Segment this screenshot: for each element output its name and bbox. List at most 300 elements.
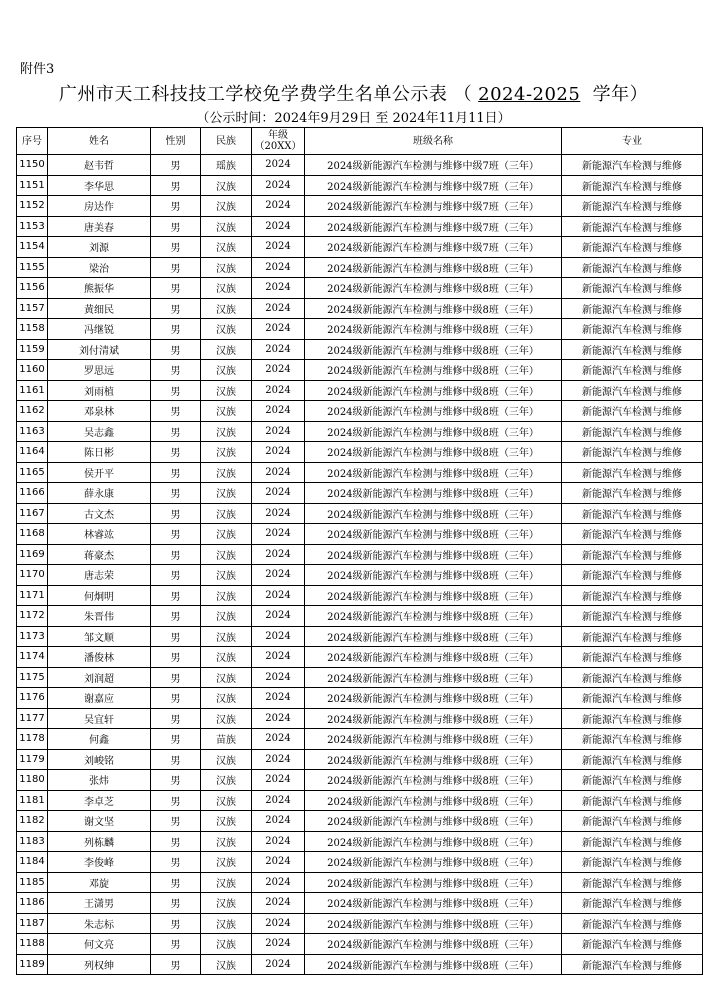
cell-gender: 男: [151, 770, 201, 791]
cell-gender: 男: [151, 257, 201, 278]
cell-seq: 1174: [17, 647, 48, 668]
cell-ethnicity: 汉族: [201, 360, 252, 381]
cell-class-name: 2024级新能源汽车检测与维修中级8班（三年）: [305, 893, 562, 914]
table-row: [17, 360, 703, 381]
cell-name: 谢嘉应: [48, 688, 151, 709]
cell-major: 新能源汽车检测与维修: [562, 155, 703, 176]
cell-major: 新能源汽车检测与维修: [562, 319, 703, 340]
cell-gender: 男: [151, 319, 201, 340]
cell-grade: 2024: [252, 811, 305, 832]
cell-seq: 1187: [17, 913, 48, 934]
cell-seq: 1161: [17, 380, 48, 401]
cell-major: 新能源汽车检测与维修: [562, 770, 703, 791]
col-header-major: 专业: [562, 128, 703, 155]
table-row: [17, 401, 703, 422]
table-row: [17, 954, 703, 975]
cell-major: 新能源汽车检测与维修: [562, 237, 703, 258]
cell-ethnicity: 汉族: [201, 790, 252, 811]
cell-name: 陈日彬: [48, 442, 151, 463]
cell-seq: 1159: [17, 339, 48, 360]
table-row: [17, 175, 703, 196]
cell-seq: 1172: [17, 606, 48, 627]
cell-class-name: 2024级新能源汽车检测与维修中级8班（三年）: [305, 626, 562, 647]
cell-major: 新能源汽车检测与维修: [562, 216, 703, 237]
cell-seq: 1157: [17, 298, 48, 319]
cell-name: 熊振华: [48, 278, 151, 299]
cell-ethnicity: 汉族: [201, 770, 252, 791]
cell-gender: 男: [151, 483, 201, 504]
cell-gender: 男: [151, 729, 201, 750]
cell-name: 蒋豪杰: [48, 544, 151, 565]
col-header-grade-line2: （20XX）: [254, 141, 302, 152]
cell-class-name: 2024级新能源汽车检测与维修中级8班（三年）: [305, 831, 562, 852]
cell-grade: 2024: [252, 606, 305, 627]
cell-name: 罗思远: [48, 360, 151, 381]
table-row: [17, 257, 703, 278]
table-row: [17, 913, 703, 934]
cell-name: 黄细民: [48, 298, 151, 319]
cell-grade: 2024: [252, 216, 305, 237]
cell-seq: 1183: [17, 831, 48, 852]
cell-ethnicity: 汉族: [201, 319, 252, 340]
cell-class-name: 2024级新能源汽车检测与维修中级8班（三年）: [305, 524, 562, 545]
cell-class-name: 2024级新能源汽车检测与维修中级8班（三年）: [305, 688, 562, 709]
cell-gender: 男: [151, 913, 201, 934]
cell-class-name: 2024级新能源汽车检测与维修中级8班（三年）: [305, 380, 562, 401]
cell-ethnicity: 汉族: [201, 257, 252, 278]
cell-grade: 2024: [252, 175, 305, 196]
cell-gender: 男: [151, 626, 201, 647]
cell-class-name: 2024级新能源汽车检测与维修中级8班（三年）: [305, 585, 562, 606]
cell-grade: 2024: [252, 319, 305, 340]
table-row: [17, 852, 703, 873]
cell-grade: 2024: [252, 462, 305, 483]
table-row: [17, 483, 703, 504]
table-row: [17, 667, 703, 688]
cell-seq: 1162: [17, 401, 48, 422]
cell-grade: 2024: [252, 503, 305, 524]
cell-ethnicity: 汉族: [201, 913, 252, 934]
table-row: [17, 811, 703, 832]
cell-class-name: 2024级新能源汽车检测与维修中级8班（三年）: [305, 565, 562, 586]
cell-seq: 1166: [17, 483, 48, 504]
cell-class-name: 2024级新能源汽车检测与维修中级8班（三年）: [305, 934, 562, 955]
table-row: [17, 749, 703, 770]
cell-class-name: 2024级新能源汽车检测与维修中级8班（三年）: [305, 790, 562, 811]
cell-grade: 2024: [252, 667, 305, 688]
cell-name: 何炯明: [48, 585, 151, 606]
cell-gender: 男: [151, 462, 201, 483]
cell-ethnicity: 汉族: [201, 442, 252, 463]
table-row: [17, 606, 703, 627]
cell-name: 吴宜轩: [48, 708, 151, 729]
cell-gender: 男: [151, 708, 201, 729]
cell-major: 新能源汽车检测与维修: [562, 298, 703, 319]
cell-ethnicity: 汉族: [201, 278, 252, 299]
table-row: [17, 155, 703, 176]
cell-gender: 男: [151, 544, 201, 565]
cell-major: 新能源汽车检测与维修: [562, 503, 703, 524]
table-row: [17, 503, 703, 524]
cell-gender: 男: [151, 216, 201, 237]
cell-ethnicity: 汉族: [201, 954, 252, 975]
cell-grade: 2024: [252, 339, 305, 360]
cell-grade: 2024: [252, 298, 305, 319]
cell-gender: 男: [151, 442, 201, 463]
cell-seq: 1150: [17, 155, 48, 176]
table-row: [17, 934, 703, 955]
cell-name: 何鑫: [48, 729, 151, 750]
cell-grade: 2024: [252, 155, 305, 176]
cell-major: 新能源汽车检测与维修: [562, 360, 703, 381]
cell-name: 王潇男: [48, 893, 151, 914]
cell-major: 新能源汽车检测与维修: [562, 831, 703, 852]
cell-major: 新能源汽车检测与维修: [562, 585, 703, 606]
cell-name: 房达作: [48, 196, 151, 217]
cell-seq: 1167: [17, 503, 48, 524]
cell-seq: 1156: [17, 278, 48, 299]
cell-gender: 男: [151, 811, 201, 832]
cell-seq: 1175: [17, 667, 48, 688]
table-row: [17, 462, 703, 483]
cell-ethnicity: 汉族: [201, 647, 252, 668]
cell-grade: 2024: [252, 647, 305, 668]
cell-ethnicity: 汉族: [201, 339, 252, 360]
cell-ethnicity: 汉族: [201, 216, 252, 237]
cell-grade: 2024: [252, 913, 305, 934]
cell-gender: 男: [151, 278, 201, 299]
cell-seq: 1176: [17, 688, 48, 709]
cell-gender: 男: [151, 893, 201, 914]
cell-major: 新能源汽车检测与维修: [562, 708, 703, 729]
table-row: [17, 524, 703, 545]
cell-major: 新能源汽车检测与维修: [562, 524, 703, 545]
cell-gender: 男: [151, 831, 201, 852]
cell-name: 唐志荣: [48, 565, 151, 586]
cell-class-name: 2024级新能源汽车检测与维修中级8班（三年）: [305, 811, 562, 832]
cell-gender: 男: [151, 934, 201, 955]
table-row: [17, 319, 703, 340]
cell-seq: 1189: [17, 954, 48, 975]
cell-seq: 1173: [17, 626, 48, 647]
cell-gender: 男: [151, 790, 201, 811]
cell-ethnicity: 汉族: [201, 667, 252, 688]
table-row: [17, 893, 703, 914]
cell-class-name: 2024级新能源汽车检测与维修中级8班（三年）: [305, 442, 562, 463]
cell-class-name: 2024级新能源汽车检测与维修中级8班（三年）: [305, 483, 562, 504]
cell-major: 新能源汽车检测与维修: [562, 401, 703, 422]
cell-major: 新能源汽车检测与维修: [562, 647, 703, 668]
cell-ethnicity: 汉族: [201, 380, 252, 401]
cell-seq: 1155: [17, 257, 48, 278]
cell-major: 新能源汽车检测与维修: [562, 688, 703, 709]
cell-gender: 男: [151, 749, 201, 770]
table-row: [17, 872, 703, 893]
col-header-grade: [252, 128, 305, 155]
cell-gender: 男: [151, 421, 201, 442]
cell-class-name: 2024级新能源汽车检测与维修中级8班（三年）: [305, 667, 562, 688]
cell-ethnicity: 汉族: [201, 626, 252, 647]
cell-ethnicity: 汉族: [201, 893, 252, 914]
cell-ethnicity: 汉族: [201, 196, 252, 217]
cell-ethnicity: 汉族: [201, 175, 252, 196]
cell-grade: 2024: [252, 852, 305, 873]
cell-class-name: 2024级新能源汽车检测与维修中级8班（三年）: [305, 606, 562, 627]
cell-class-name: 2024级新能源汽车检测与维修中级7班（三年）: [305, 196, 562, 217]
cell-name: 刘付清斌: [48, 339, 151, 360]
cell-seq: 1168: [17, 524, 48, 545]
cell-name: 薛永康: [48, 483, 151, 504]
cell-class-name: 2024级新能源汽车检测与维修中级7班（三年）: [305, 216, 562, 237]
cell-seq: 1152: [17, 196, 48, 217]
cell-grade: 2024: [252, 421, 305, 442]
cell-major: 新能源汽车检测与维修: [562, 462, 703, 483]
cell-gender: 男: [151, 380, 201, 401]
cell-major: 新能源汽车检测与维修: [562, 667, 703, 688]
cell-seq: 1180: [17, 770, 48, 791]
cell-ethnicity: 汉族: [201, 585, 252, 606]
cell-class-name: 2024级新能源汽车检测与维修中级8班（三年）: [305, 278, 562, 299]
cell-grade: 2024: [252, 708, 305, 729]
cell-class-name: 2024级新能源汽车检测与维修中级8班（三年）: [305, 770, 562, 791]
cell-gender: 男: [151, 155, 201, 176]
table-row: [17, 831, 703, 852]
page-title: [0, 80, 707, 106]
cell-gender: 男: [151, 585, 201, 606]
cell-seq: 1178: [17, 729, 48, 750]
table-row: [17, 544, 703, 565]
cell-ethnicity: 汉族: [201, 565, 252, 586]
cell-class-name: 2024级新能源汽车检测与维修中级8班（三年）: [305, 647, 562, 668]
cell-grade: 2024: [252, 401, 305, 422]
cell-name: 邹文顺: [48, 626, 151, 647]
cell-name: 张炜: [48, 770, 151, 791]
cell-gender: 男: [151, 606, 201, 627]
cell-ethnicity: 汉族: [201, 298, 252, 319]
cell-seq: 1185: [17, 872, 48, 893]
cell-class-name: 2024级新能源汽车检测与维修中级8班（三年）: [305, 319, 562, 340]
cell-gender: 男: [151, 360, 201, 381]
cell-name: 刘雨植: [48, 380, 151, 401]
cell-major: 新能源汽车检测与维修: [562, 483, 703, 504]
cell-major: 新能源汽车检测与维修: [562, 339, 703, 360]
cell-grade: 2024: [252, 196, 305, 217]
cell-grade: 2024: [252, 729, 305, 750]
col-header-ethnicity: 民族: [201, 128, 252, 155]
cell-class-name: 2024级新能源汽车检测与维修中级8班（三年）: [305, 257, 562, 278]
cell-grade: 2024: [252, 524, 305, 545]
cell-name: 古文杰: [48, 503, 151, 524]
cell-major: 新能源汽车检测与维修: [562, 852, 703, 873]
title-year: 2024-2025: [478, 84, 581, 105]
cell-name: 邓泉林: [48, 401, 151, 422]
cell-grade: 2024: [252, 872, 305, 893]
cell-ethnicity: 汉族: [201, 688, 252, 709]
cell-major: 新能源汽车检测与维修: [562, 606, 703, 627]
col-header-seq: 序号: [17, 128, 48, 155]
cell-major: 新能源汽车检测与维修: [562, 913, 703, 934]
cell-class-name: 2024级新能源汽车检测与维修中级8班（三年）: [305, 544, 562, 565]
cell-major: 新能源汽车检测与维修: [562, 790, 703, 811]
cell-ethnicity: 汉族: [201, 708, 252, 729]
cell-gender: 男: [151, 872, 201, 893]
cell-major: 新能源汽车检测与维修: [562, 565, 703, 586]
table-row: [17, 790, 703, 811]
cell-name: 何文亮: [48, 934, 151, 955]
table-row: [17, 196, 703, 217]
cell-seq: 1164: [17, 442, 48, 463]
cell-major: 新能源汽车检测与维修: [562, 380, 703, 401]
cell-seq: 1154: [17, 237, 48, 258]
table-row: [17, 729, 703, 750]
table-row: [17, 298, 703, 319]
col-header-class: 班级名称: [305, 128, 562, 155]
title-prefix: 广州市天工科技技工学校免学费学生名单公示表 （: [58, 84, 473, 105]
cell-seq: 1171: [17, 585, 48, 606]
cell-grade: 2024: [252, 831, 305, 852]
attachment-label: 附件3: [20, 62, 55, 77]
table-row: [17, 339, 703, 360]
cell-class-name: 2024级新能源汽车检测与维修中级8班（三年）: [305, 298, 562, 319]
cell-class-name: 2024级新能源汽车检测与维修中级8班（三年）: [305, 954, 562, 975]
cell-ethnicity: 汉族: [201, 462, 252, 483]
table-row: [17, 565, 703, 586]
publicity-period: （公示时间：2024年9月29日 至 2024年11月11日）: [196, 111, 511, 126]
cell-gender: 男: [151, 565, 201, 586]
cell-gender: 男: [151, 688, 201, 709]
cell-seq: 1186: [17, 893, 48, 914]
cell-name: 朱志标: [48, 913, 151, 934]
cell-major: 新能源汽车检测与维修: [562, 257, 703, 278]
cell-ethnicity: 汉族: [201, 872, 252, 893]
cell-ethnicity: 汉族: [201, 831, 252, 852]
table-row: [17, 237, 703, 258]
cell-seq: 1188: [17, 934, 48, 955]
cell-gender: 男: [151, 298, 201, 319]
cell-name: 赵韦哲: [48, 155, 151, 176]
cell-seq: 1163: [17, 421, 48, 442]
cell-grade: 2024: [252, 442, 305, 463]
cell-seq: 1181: [17, 790, 48, 811]
cell-grade: 2024: [252, 790, 305, 811]
cell-name: 梁治: [48, 257, 151, 278]
cell-major: 新能源汽车检测与维修: [562, 893, 703, 914]
cell-grade: 2024: [252, 380, 305, 401]
cell-gender: 男: [151, 647, 201, 668]
cell-gender: 男: [151, 524, 201, 545]
cell-ethnicity: 汉族: [201, 544, 252, 565]
cell-grade: 2024: [252, 257, 305, 278]
cell-name: 李华思: [48, 175, 151, 196]
table-header-row: [17, 128, 703, 155]
cell-ethnicity: 汉族: [201, 401, 252, 422]
cell-grade: 2024: [252, 360, 305, 381]
cell-gender: 男: [151, 175, 201, 196]
cell-grade: 2024: [252, 585, 305, 606]
cell-gender: 男: [151, 237, 201, 258]
student-roster-table: [16, 127, 703, 975]
cell-name: 刘源: [48, 237, 151, 258]
cell-ethnicity: 汉族: [201, 524, 252, 545]
cell-grade: 2024: [252, 893, 305, 914]
cell-name: 冯继锐: [48, 319, 151, 340]
cell-name: 李卓芝: [48, 790, 151, 811]
table-row: [17, 770, 703, 791]
cell-class-name: 2024级新能源汽车检测与维修中级8班（三年）: [305, 852, 562, 873]
cell-class-name: 2024级新能源汽车检测与维修中级8班（三年）: [305, 872, 562, 893]
cell-class-name: 2024级新能源汽车检测与维修中级8班（三年）: [305, 729, 562, 750]
cell-gender: 男: [151, 401, 201, 422]
cell-seq: 1179: [17, 749, 48, 770]
cell-ethnicity: 汉族: [201, 749, 252, 770]
cell-grade: 2024: [252, 278, 305, 299]
cell-ethnicity: 汉族: [201, 503, 252, 524]
cell-grade: 2024: [252, 688, 305, 709]
cell-seq: 1153: [17, 216, 48, 237]
cell-name: 朱晋伟: [48, 606, 151, 627]
cell-seq: 1169: [17, 544, 48, 565]
table-row: [17, 708, 703, 729]
cell-major: 新能源汽车检测与维修: [562, 196, 703, 217]
cell-major: 新能源汽车检测与维修: [562, 811, 703, 832]
cell-name: 李俊峰: [48, 852, 151, 873]
table-row: [17, 626, 703, 647]
cell-name: 邓旋: [48, 872, 151, 893]
cell-seq: 1160: [17, 360, 48, 381]
cell-grade: 2024: [252, 626, 305, 647]
cell-name: 刘润超: [48, 667, 151, 688]
cell-class-name: 2024级新能源汽车检测与维修中级8班（三年）: [305, 913, 562, 934]
table-row: [17, 585, 703, 606]
cell-ethnicity: 汉族: [201, 934, 252, 955]
cell-ethnicity: 苗族: [201, 729, 252, 750]
cell-class-name: 2024级新能源汽车检测与维修中级7班（三年）: [305, 175, 562, 196]
cell-major: 新能源汽车检测与维修: [562, 278, 703, 299]
cell-seq: 1151: [17, 175, 48, 196]
cell-class-name: 2024级新能源汽车检测与维修中级8班（三年）: [305, 339, 562, 360]
cell-gender: 男: [151, 503, 201, 524]
cell-seq: 1158: [17, 319, 48, 340]
cell-class-name: 2024级新能源汽车检测与维修中级8班（三年）: [305, 749, 562, 770]
cell-class-name: 2024级新能源汽车检测与维修中级8班（三年）: [305, 462, 562, 483]
cell-name: 刘峻铭: [48, 749, 151, 770]
cell-grade: 2024: [252, 749, 305, 770]
cell-gender: 男: [151, 852, 201, 873]
cell-major: 新能源汽车检测与维修: [562, 954, 703, 975]
cell-seq: 1182: [17, 811, 48, 832]
cell-major: 新能源汽车检测与维修: [562, 934, 703, 955]
cell-ethnicity: 汉族: [201, 237, 252, 258]
cell-ethnicity: 汉族: [201, 483, 252, 504]
cell-grade: 2024: [252, 954, 305, 975]
table-row: [17, 216, 703, 237]
cell-gender: 男: [151, 954, 201, 975]
col-header-gender: 性别: [151, 128, 201, 155]
cell-major: 新能源汽车检测与维修: [562, 872, 703, 893]
cell-name: 列权绅: [48, 954, 151, 975]
table-row: [17, 380, 703, 401]
cell-class-name: 2024级新能源汽车检测与维修中级7班（三年）: [305, 237, 562, 258]
cell-ethnicity: 汉族: [201, 811, 252, 832]
cell-name: 林睿竑: [48, 524, 151, 545]
cell-name: 唐美春: [48, 216, 151, 237]
cell-seq: 1170: [17, 565, 48, 586]
table-row: [17, 442, 703, 463]
cell-name: 吴志鑫: [48, 421, 151, 442]
cell-ethnicity: 汉族: [201, 852, 252, 873]
col-header-name: 姓名: [48, 128, 151, 155]
cell-gender: 男: [151, 196, 201, 217]
